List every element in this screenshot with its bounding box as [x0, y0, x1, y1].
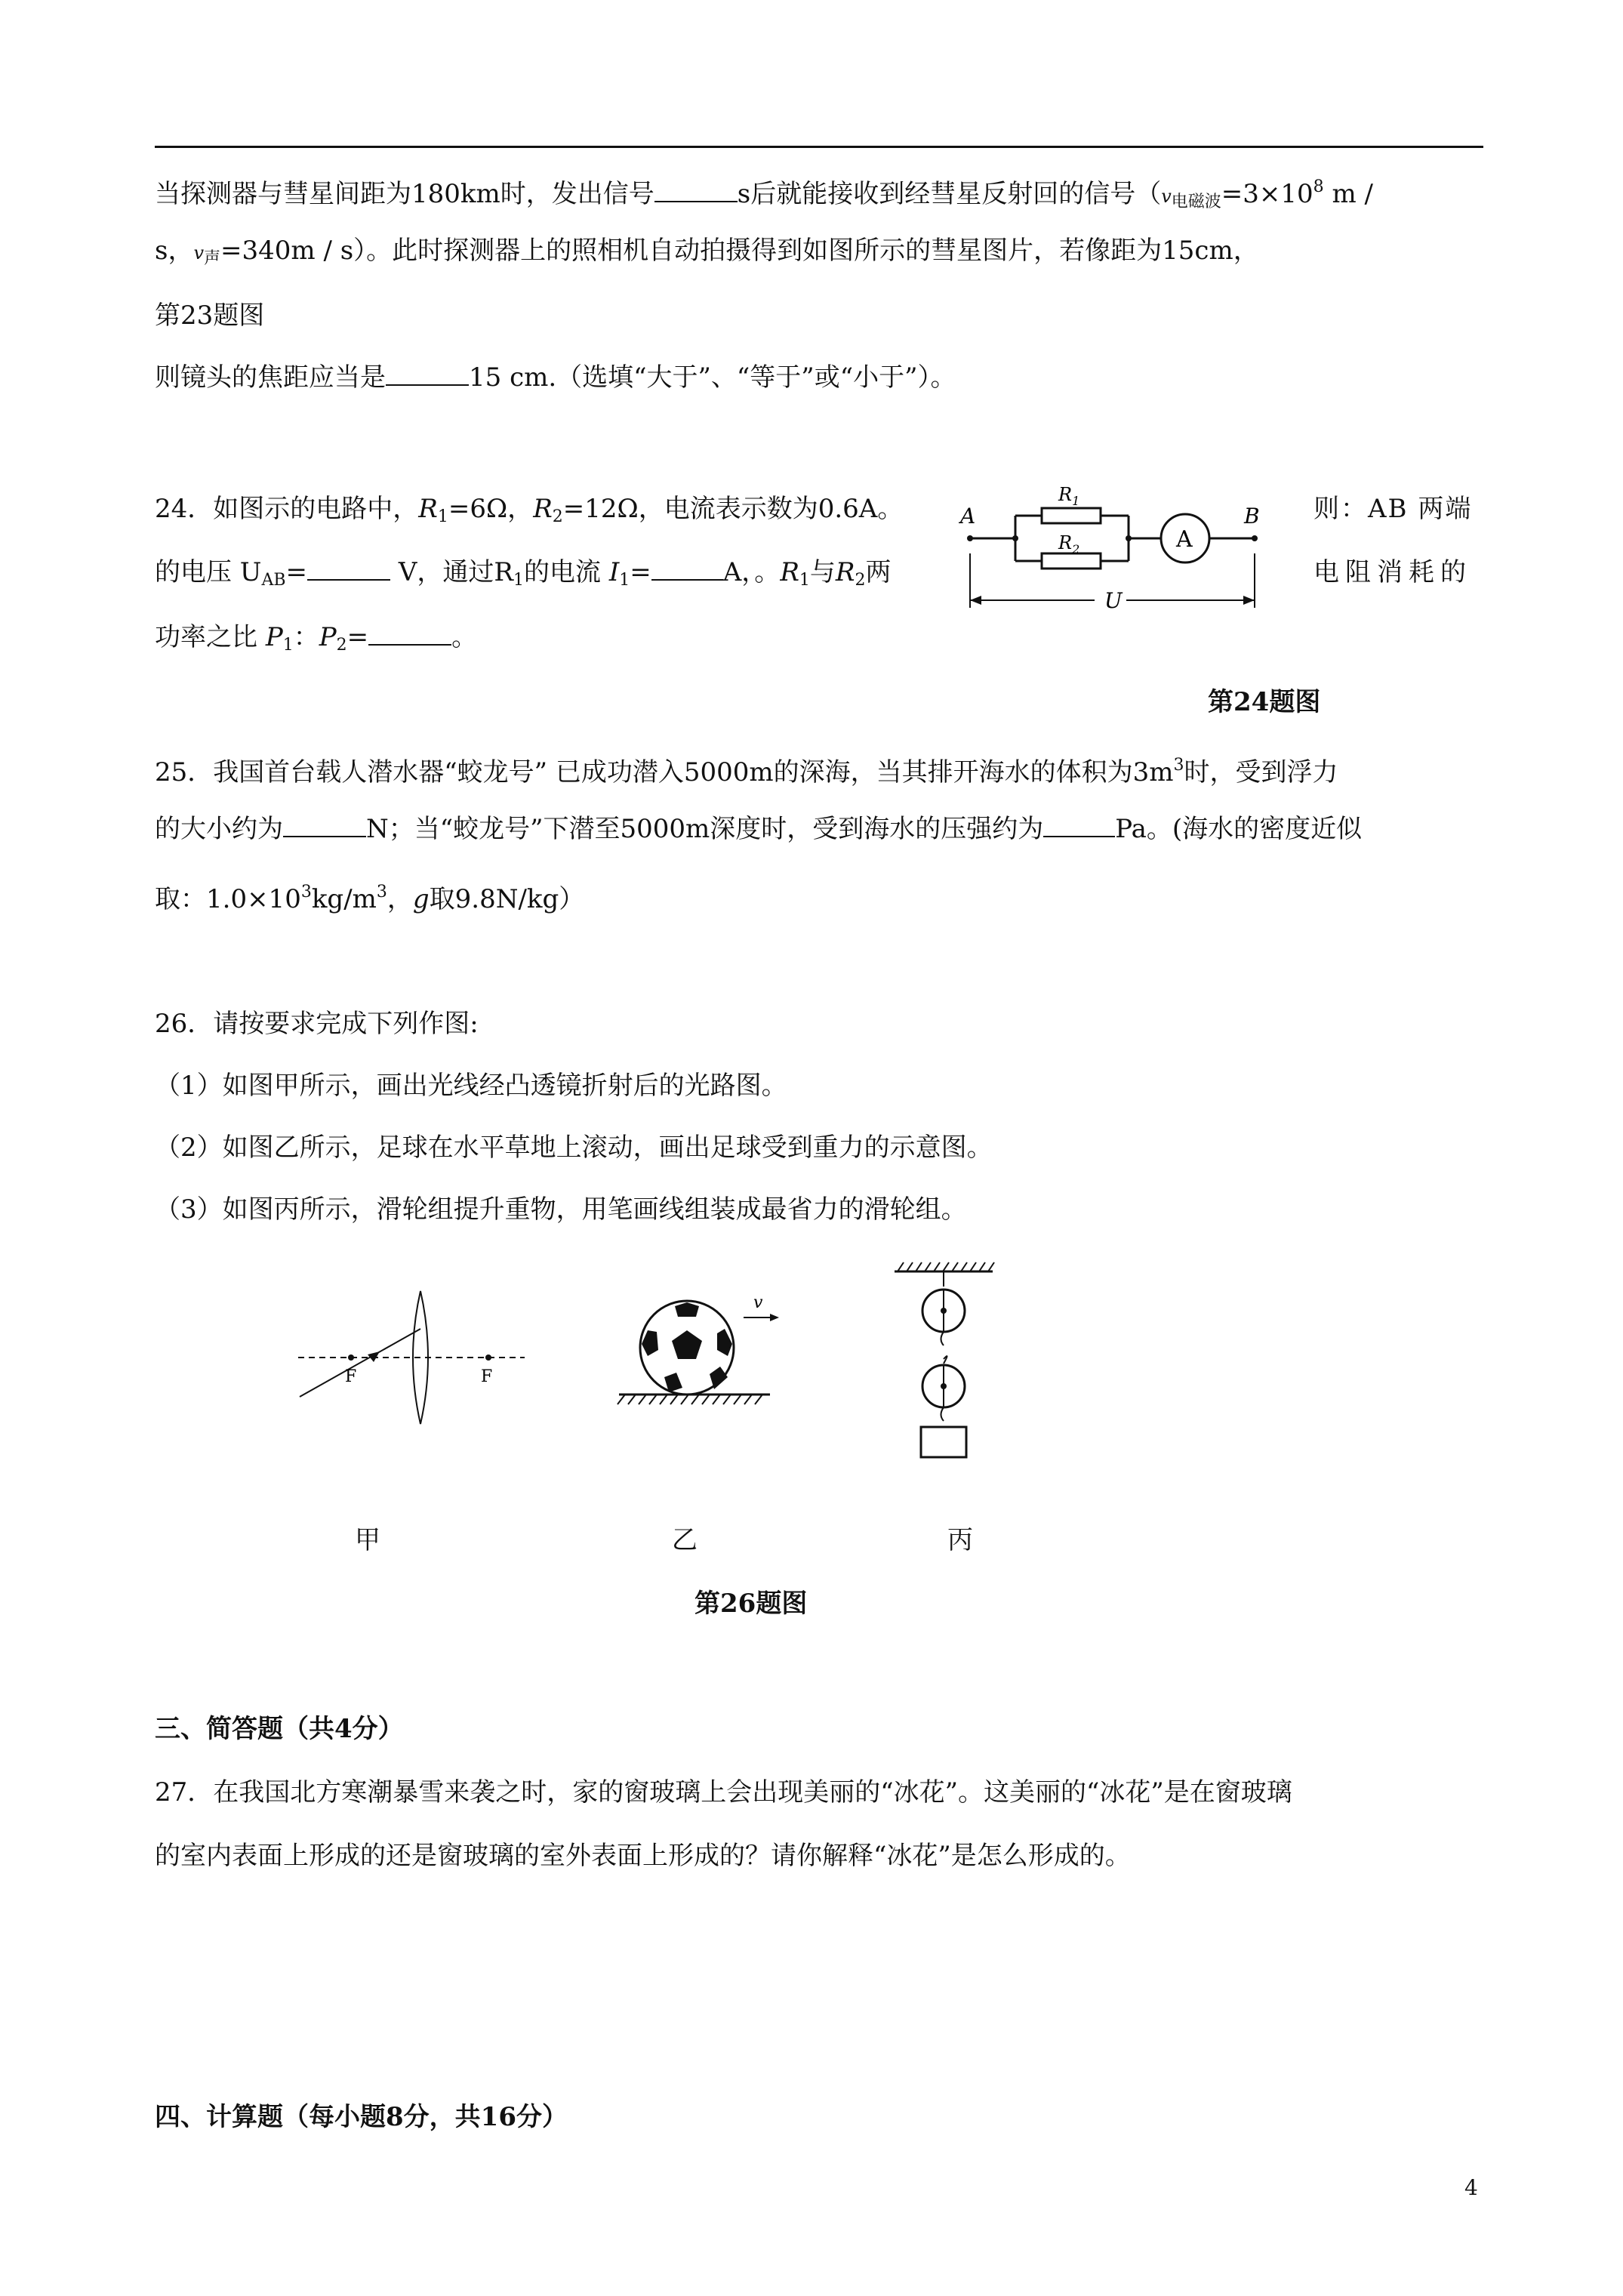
ammeter-label: A	[1176, 526, 1193, 553]
q26-caption: 第26题图	[694, 1589, 808, 1619]
header-rule	[155, 146, 1483, 148]
q23-line1: 当探测器与彗星间距为180km时，发出信号 s后就能接收到经彗星反射回的信号（$v_{电磁波}=3\times 10^8$ m /	[155, 177, 1373, 211]
r1-label: $R_1$	[1058, 484, 1080, 508]
focus-left	[348, 1354, 354, 1361]
incident-ray	[300, 1329, 420, 1397]
q24-caption: 第24题图	[1208, 687, 1321, 717]
focus-right	[485, 1354, 491, 1361]
q24-line3: 功率之比 $P_1$：$P_2=$ 。	[155, 622, 478, 655]
q24-right2: 电阻消耗的	[1313, 557, 1472, 587]
label-jia: 甲	[355, 1525, 380, 1555]
weight-block	[921, 1427, 966, 1457]
q25-line1: 25．我国首台载人潜水器“蛟龙号” 已成功潜入5000m的深海，当其排开海水的体积为$3m^3$时，受到浮力	[155, 756, 1338, 787]
q24-line1: 24．如图示的电路中，$R_1=6\Omega$，$R_2=12\Omega$，电流表示数为0.6A。	[155, 494, 904, 526]
page-number: 4	[1464, 2175, 1478, 2200]
q23-caption: 第23题图	[155, 300, 265, 331]
q26-item3: （3）如图丙所示，滑轮组提升重物，用笔画线组装成最省力的滑轮组。	[155, 1194, 967, 1225]
focus-left-label: F	[345, 1367, 357, 1386]
resistor-r1	[1042, 508, 1101, 523]
answer-blank[interactable]	[1043, 813, 1115, 837]
q26-item1: （1）如图甲所示，画出光线经凸透镜折射后的光路图。	[155, 1071, 787, 1101]
answer-blank[interactable]	[386, 362, 469, 386]
q27-line1: 27．在我国北方寒潮暴雪来袭之时，家的窗玻璃上会出现美丽的“冰花”。这美丽的“冰花”是在窗玻璃	[155, 1777, 1292, 1808]
resistor-r2	[1042, 553, 1101, 569]
q26-item2: （2）如图乙所示，足球在水平草地上滚动，画出足球受到重力的示意图。	[155, 1133, 993, 1163]
section3-title: 三、简答题（共4分）	[155, 1714, 404, 1744]
answer-blank[interactable]	[307, 556, 390, 581]
q27-line2: 的室内表面上形成的还是窗玻璃的室外表面上形成的？请你解释“冰花”是怎么形成的。	[155, 1841, 1131, 1871]
q24-right1: 则：AB 两端	[1313, 494, 1473, 524]
circuit-diagram	[959, 464, 1276, 623]
label-bing: 丙	[947, 1525, 973, 1555]
r2-label: $R_2$	[1058, 532, 1080, 556]
terminal-a-label: A	[960, 504, 976, 529]
q24-line2: 的电压 $U_{AB}= V$，通过$R_1$的电流 $I_1= A$，。$R_1$与$R_2$两	[155, 557, 892, 590]
answer-blank[interactable]	[283, 813, 366, 837]
answer-blank[interactable]	[651, 556, 723, 581]
section4-title: 四、计算题（每小题8分，共16分）	[155, 2102, 568, 2132]
voltage-u-label: U	[1104, 588, 1123, 613]
velocity-label: v	[753, 1293, 763, 1312]
q25-line2: 的大小约为 N；当“蛟龙号”下潜至5000m深度时，受到海水的压强约为 Pa。(海水的密度近似	[155, 814, 1363, 844]
figure-bing-pulley	[887, 1259, 1038, 1486]
q23-line2: s，$v_声=340m / s$）。此时探测器上的照相机自动拍摄得到如图所示的彗星图片，若像距为15cm，	[155, 236, 1259, 268]
answer-blank[interactable]	[368, 621, 451, 646]
q26-title: 26．请按要求完成下列作图:	[155, 1009, 479, 1039]
q23-line3: 则镜头的焦距应当是 15 cm.（选填“大于”、“等于”或“小于”）。	[155, 362, 956, 393]
answer-blank[interactable]	[654, 178, 738, 202]
figure-yi-football	[604, 1284, 830, 1427]
figure-jia-lens	[291, 1284, 540, 1435]
label-yi: 乙	[672, 1525, 698, 1555]
focus-right-label: F	[481, 1367, 493, 1386]
terminal-b-label: B	[1244, 504, 1260, 529]
q25-line3: 取：$1.0\times 10^3kg/m^3$，g取9.8N/kg）	[155, 883, 585, 914]
